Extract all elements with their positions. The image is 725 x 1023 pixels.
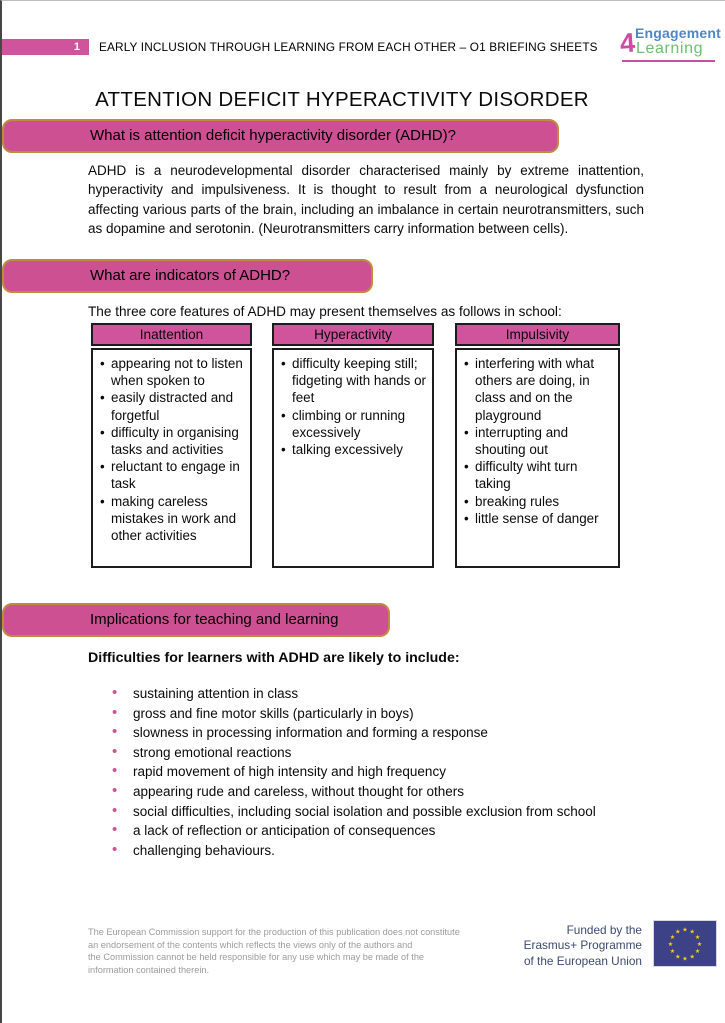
svg-text:★: ★ — [689, 928, 695, 936]
logo-engagement-text: Engagement — [635, 25, 722, 41]
list-item: • rapid movement of high intensity and high frequency — [112, 762, 692, 782]
list-item: • difficulty in organising tasks and activities — [98, 424, 247, 458]
column-body — [455, 348, 620, 568]
list-item: Funded by the — [566, 923, 642, 937]
column-header-impulsivity: Impulsivity — [455, 323, 620, 346]
list-item: • gross and fine motor skills (particularly in boys) — [112, 704, 692, 724]
list-item: • sustaining attention in class — [112, 684, 692, 704]
difficulties-list — [112, 684, 692, 860]
svg-text:★: ★ — [669, 933, 676, 941]
column-body — [91, 348, 252, 568]
funding-statement — [502, 923, 642, 969]
disclaimer-text — [88, 926, 460, 977]
list-item: • difficulty keeping still; fidgeting with hands or feet — [279, 355, 429, 407]
difficulties-heading: Difficulties for learners with ADHD are likely to include: — [88, 650, 460, 666]
logo-learning-text: Learning — [636, 40, 704, 57]
indicator-column-inattention — [91, 323, 252, 568]
list-item: • strong emotional reactions — [112, 743, 692, 763]
column-body — [272, 348, 434, 568]
svg-text:★: ★ — [667, 941, 674, 948]
list-item: The European Commission support for the production of this publication does not constitute — [88, 927, 460, 937]
list-item: • difficulty wiht turn taking — [462, 458, 615, 492]
list-item: • reluctant to engage in task — [98, 458, 247, 492]
indicators-intro-text: The three core features of ADHD may present themselves as follows in school: — [88, 304, 562, 319]
list-item: • social difficulties, including social isolation and possible exclusion from school — [112, 802, 692, 822]
list-item: the Commission cannot be held responsible for any use which may be made of the — [88, 952, 425, 963]
list-item: • easily distracted and forgetful — [98, 389, 247, 423]
logo-underline-decoration — [622, 60, 715, 62]
svg-text:★: ★ — [694, 933, 701, 941]
svg-text:★: ★ — [675, 928, 681, 936]
engagement4learning-logo — [620, 25, 720, 67]
list-item: • a lack of reflection or anticipation of consequences — [112, 821, 692, 841]
list-item: information contained therein. — [88, 965, 210, 976]
section-banner-indicators: What are indicators of ADHD? — [2, 259, 373, 293]
list-item: Erasmus+ Programme — [523, 938, 642, 953]
list-item: • making careless mistakes in work and other activities — [98, 493, 247, 545]
document-title: ATTENTION DEFICIT HYPERACTIVITY DISORDER — [95, 88, 589, 111]
svg-text:★: ★ — [696, 941, 703, 948]
svg-text:★: ★ — [682, 955, 688, 963]
svg-text:★: ★ — [689, 953, 695, 961]
adhd-description-paragraph: ADHD is a neurodevelopmental disorder characterised mainly by extreme inattention, hyperactivity and impulsiveness. It is thought to result from a neurological dysfunction affecting various parts of the brain, including an imbalance in certain neurotransmitters, such as dopamine and serotonin. (Neurotransmitters carry information between cells). — [88, 163, 644, 236]
list-item: • little sense of danger — [462, 510, 615, 527]
indicator-column-impulsivity — [455, 323, 620, 568]
column-header-hyperactivity: Hyperactivity — [272, 323, 434, 346]
indicator-column-hyperactivity — [272, 323, 434, 568]
svg-text:★: ★ — [694, 948, 701, 956]
logo-numeral-4: 4 — [618, 27, 637, 59]
list-item: • challenging behaviours. — [112, 841, 692, 861]
svg-text:★: ★ — [682, 926, 688, 934]
list-item: an endorsement of the contents which reflects the views only of the authors and — [88, 939, 413, 950]
list-item: • appearing rude and careless, without thought for others — [112, 782, 692, 802]
list-item: • interfering with what others are doing, in class and on the playground — [462, 355, 615, 424]
list-item: of the European Union — [523, 953, 642, 968]
section-banner-what-is-adhd: What is attention deficit hyperactivity disorder (ADHD)? — [2, 119, 559, 153]
list-item: • interrupting and shouting out — [462, 424, 615, 458]
eu-flag-icon — [653, 920, 717, 967]
column-header-inattention: Inattention — [91, 323, 252, 346]
section-banner-implications: Implications for teaching and learning — [2, 603, 390, 637]
page-number-badge: 1 — [2, 39, 89, 55]
svg-text:★: ★ — [675, 953, 681, 961]
list-item: • breaking rules — [462, 493, 615, 510]
list-item: • appearing not to listen when spoken to — [98, 355, 247, 389]
inattention-list — [98, 355, 247, 544]
svg-text:★: ★ — [669, 948, 676, 956]
hyperactivity-list — [279, 355, 429, 458]
header-title: EARLY INCLUSION THROUGH LEARNING FROM EACH OTHER – O1 BRIEFING SHEETS — [99, 40, 598, 54]
list-item: • slowness in processing information and forming a response — [112, 723, 692, 743]
impulsivity-list — [462, 355, 615, 527]
list-item: • climbing or running excessively — [279, 407, 429, 441]
list-item: • talking excessively — [279, 441, 429, 458]
